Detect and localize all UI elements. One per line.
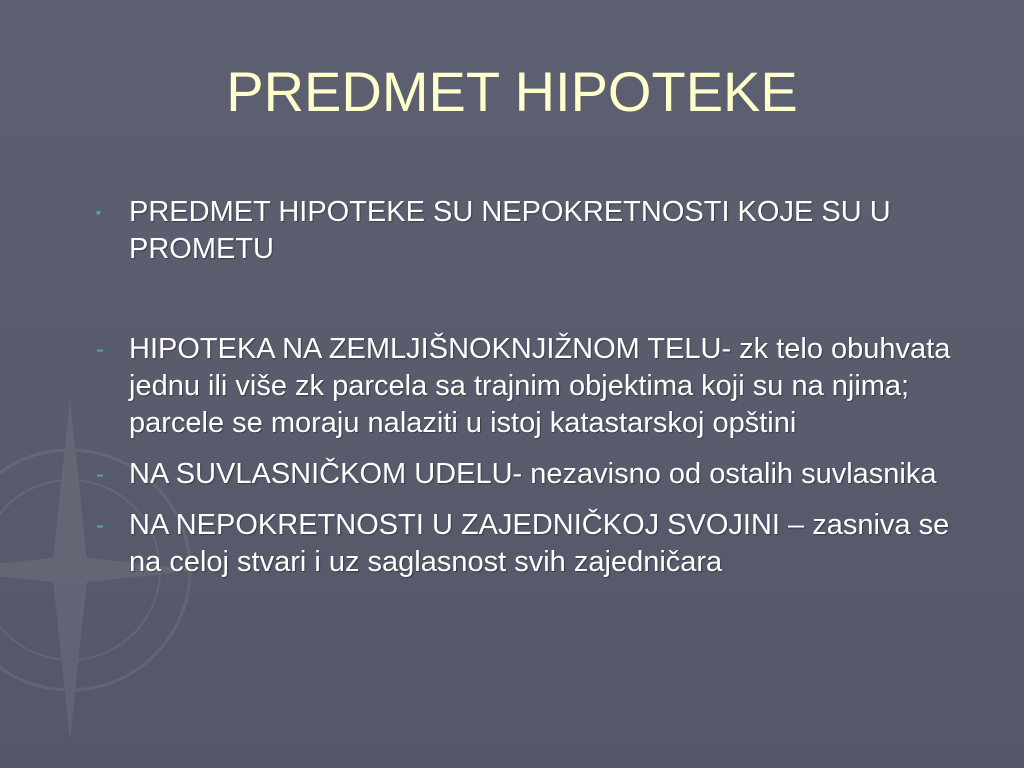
dash-bullet-icon: -	[96, 461, 104, 488]
list-item	[96, 507, 976, 581]
list-item	[96, 456, 976, 493]
dash-bullet-icon: -	[96, 336, 104, 363]
list-item	[96, 194, 976, 268]
list-item-text: PREDMET HIPOTEKE SU NEPOKRETNOSTI KOJE SU U PROMETU	[129, 196, 891, 265]
slide-title: PREDMET HIPOTEKE	[226, 60, 798, 123]
list-item	[96, 331, 976, 442]
list-item-text: NA NEPOKRETNOSTI U ZAJEDNIČKOJ SVOJINI – zasniva se na celoj stvari i uz saglasnost svih zajedničara	[129, 509, 950, 578]
list-item-text: NA SUVLASNIČKOM UDELU- nezavisno od ostalih suvlasnika	[129, 458, 937, 490]
dash-bullet-icon: -	[96, 512, 104, 539]
list-item-text: HIPOTEKA NA ZEMLJIŠNOKNJIŽNOM TELU- zk telo obuhvata jednu ili više zk parcela sa trajnim objektima koji su na njima; parcele se moraju nalaziti u istoj katastarskoj opštini	[129, 333, 951, 439]
bullet-list	[96, 194, 976, 581]
square-bullet-icon: ▪	[96, 204, 101, 220]
